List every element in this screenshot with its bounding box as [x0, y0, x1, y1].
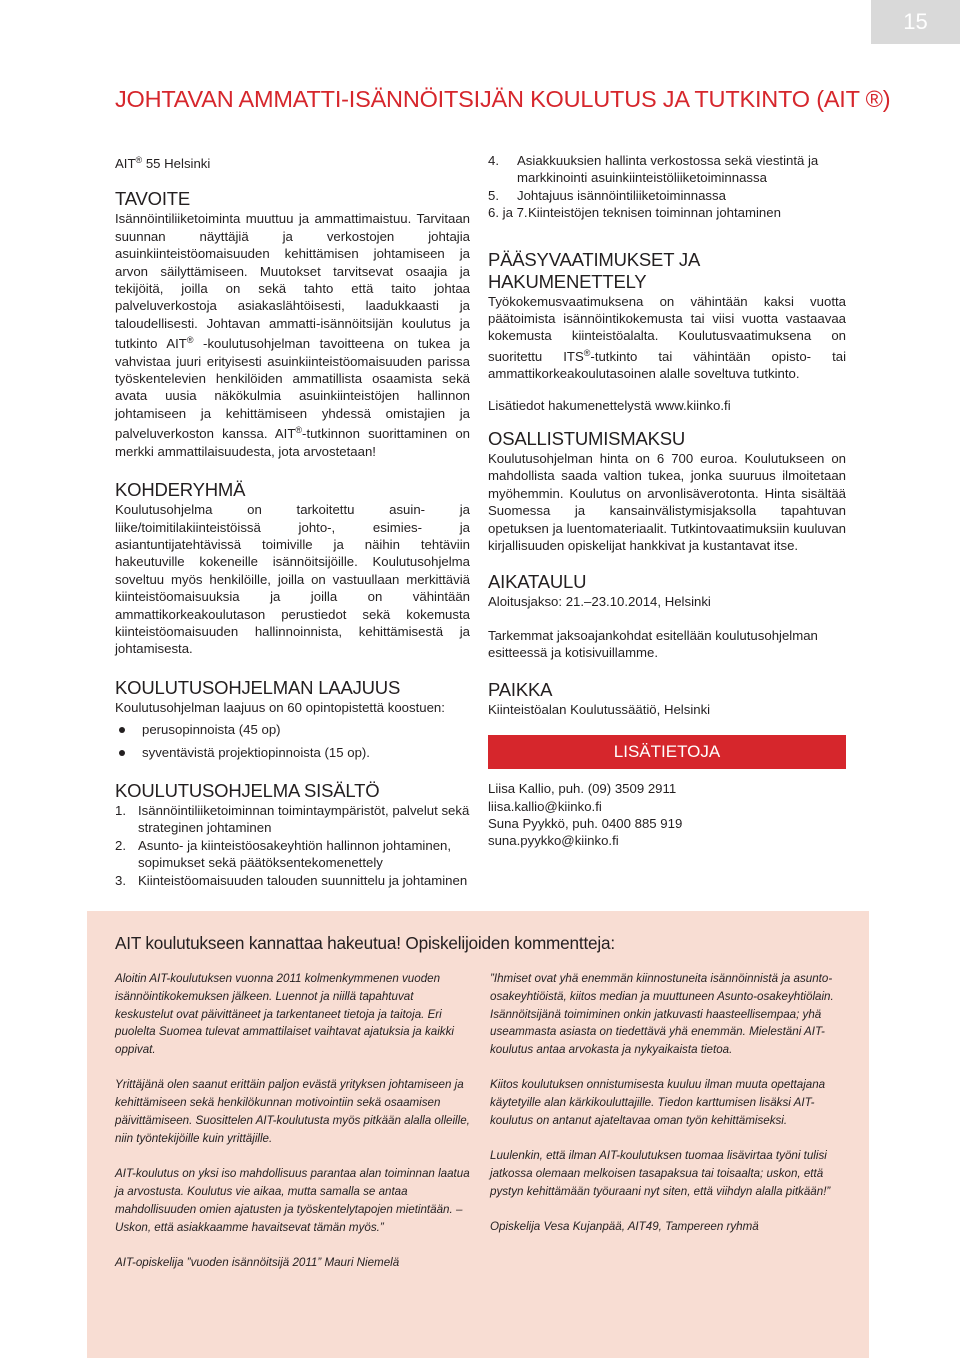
target-group-heading: KOHDERYHMÄ	[115, 479, 246, 501]
list-item: 3. Kiinteistöomaisuuden talouden suunnittelu ja johtaminen	[115, 872, 468, 888]
contents-heading: KOULUTUSOHJELMA SISÄLTÖ	[115, 779, 380, 801]
testimonial-quote: AIT-koulutus on yksi iso mahdollisuus parantaa alan toiminnan laatua ja arvostusta. Koulutus vie aikaa, mutta samalla se antaa mahdollisuuden omien ajatusten ja työskentelytapojen mietintään. – Uskon, että asiakkaamme havaitsevat tämän myös.”	[115, 1167, 470, 1234]
contact-email[interactable]: liisa.kallio@kiinko.fi	[488, 798, 602, 814]
scope-list	[115, 721, 470, 761]
admission-heading: PÄÄSYVAATIMUKSET JA HAKUMENETTELY	[488, 248, 700, 292]
list-item: 2. Asunto- ja kiinteistöosakeyhtiön hallinnon johtaminen, sopimukset sekä päätöksentekomenettely	[115, 837, 452, 871]
schedule-heading: AIKATAULU	[488, 570, 587, 592]
testimonial-quote: ”Ihmiset ovat yhä enemmän kiinnostuneita isännöinnistä ja asunto-osakeyhtiöistä, kiitos median ja muuttuneen Asunto-osakeyhtiölain. Isännöitsijänä toimiminen onkin jatkuvasti haasteellisempaa; yhä useammasta asiasta on tiedettävä yhä enemmän. Mielestäni AIT-koulutus antaa arvokasta ja nykyaikaista tietoa.	[490, 972, 834, 1057]
contact-line: Liisa Kallio, puh. (09) 3509 2911	[488, 781, 677, 797]
list-item: 1. Isännöintiliiketoiminnan toimintaympäristöt, palvelut sekä strateginen johtaminen	[115, 802, 470, 836]
page-title: JOHTAVAN AMMATTI-ISÄNNÖITSIJÄN KOULUTUS JA TUTKINTO (AIT ®)	[115, 86, 891, 112]
program-name: AIT® 55 Helsinki	[115, 155, 211, 171]
testimonial-author: AIT-opiskelija ”vuoden isännöitsijä 2011” Mauri Niemelä	[115, 1255, 400, 1269]
page-number: 15	[871, 0, 960, 44]
fee-heading: OSALLISTUMISMAKSU	[488, 428, 686, 450]
testimonial-quote: Kiitos koulutuksen onnistumisesta kuuluu ilman muuta opettajana käytetyille alan kärkikouluttajille. Tiedon karttumisen lisäksi AIT-koulutus on antanut ajateltavaa oman työn kehittämiseksi.	[490, 1078, 826, 1128]
place-text: Kiinteistöalan Koulutussäätiö, Helsinki	[488, 701, 711, 717]
admission-text: Työkokemusvaatimuksena on vähintään kaksi vuotta päätoimista isännöintikokemusta tai viisi vuotta vastaavaa kokemusta kiinteistöalalta. Koulutusvaatimuksena on suoritettu ITS®-tutkinto tai vähintään opisto- tai ammattikorkeakoulutasoinen alalle soveltuva tutkinto.	[488, 293, 846, 382]
admission-more-info: Lisätiedot hakumenettelystä www.kiinko.fi	[488, 397, 731, 413]
scope-intro: Koulutusohjelman laajuus on 60 opintopistettä koostuen:	[115, 699, 445, 715]
list-item: syventävistä projektiopinnoista (15 op).	[115, 744, 470, 761]
list-item: perusopinnoista (45 op)	[115, 721, 470, 738]
scope-heading: KOULUTUSOHJELMAN LAAJUUS	[115, 676, 401, 698]
more-info-button[interactable]: LISÄTIETOJA	[488, 735, 846, 769]
place-heading: PAIKKA	[488, 678, 553, 700]
testimonial-quote: Luulenkin, että ilman AIT-koulutuksen tuomaa lisävirtaa työni tulisi jatkossa olemaan melkoisen tasapaksua tai toisaalta; uskon, että pystyn kehittämään työuraani nyt siten, että viihdyn alalla pitkään!”	[490, 1149, 831, 1198]
fee-text: Koulutusohjelman hinta on 6 700 euroa. Koulutukseen on mahdollista saada valtion tukea, jonka suuruus ilmoitetaan myöhemmin. Koulutus on arvonlisäverotonta. Hinta sisältää Suomessa ja kansainvälistymisjaksolla tapahtuvan opetuksen ja luentomateriaalit. Tutkintovaatimuksiin kuuluvan kirjallisuuden opiskelijat hankkivat ja kustantavat itse.	[488, 451, 846, 554]
goals-heading: TAVOITE	[115, 188, 191, 210]
list-item: 5. Johtajuus isännöintiliiketoiminnassa	[488, 187, 726, 203]
schedule-start: Aloitusjakso: 21.–23.10.2014, Helsinki	[488, 593, 711, 609]
testimonials-right	[490, 970, 850, 1254]
schedule-note: Tarkemmat jaksoajankohdat esitellään koulutusohjelman esitteessä ja kotisivuillamme.	[488, 627, 818, 661]
testimonials-left	[115, 970, 473, 1289]
right-column	[488, 152, 846, 850]
contents-list-continued	[488, 152, 846, 222]
testimonials-box	[87, 911, 869, 1358]
contact-email[interactable]: suna.pyykko@kiinko.fi	[488, 833, 619, 849]
list-item: 4. Asiakkuuksien hallinta verkostossa sekä viestintä ja markkinointi asuinkiinteistöliiketoiminnassa	[488, 153, 819, 186]
target-group-text: Koulutusohjelma on tarkoitettu asuin- ja liike/toimitilakiinteistöissä johto-, esimies- ja asiantuntijatehtävissä toimiville ja näihin tehtäviin hakeutuville kokeneille isännöitsijöille. Koulutusohjelma soveltuu myös henkilöille, joilla on vastuullaan merkittäviä kiinteistöomaisuuksia ja joilla on vähintään ammattikorkeakoulutason perustiedot sekä kokemusta kiinteistöomaisuuden hallinnoinnista, kehittämisestä ja johtamisesta.	[115, 502, 470, 657]
contents-list	[115, 802, 470, 889]
testimonials-title: AIT koulutukseen kannattaa hakeutua! Opiskelijoiden kommentteja:	[115, 933, 615, 953]
testimonial-author: Opiskelija Vesa Kujanpää, AIT49, Tampereen ryhmä	[490, 1220, 759, 1234]
testimonial-quote: Aloitin AIT-koulutuksen vuonna 2011 kolmenkymmenen vuoden isännöintikokemuksen jälkeen. Luennot ja niillä tapahtuvat keskustelut ovat päivittäneet ja tarkentaneet tietoja ja taitoja. Eri puolelta Suomea tulevat ammattilaiset vaihtavat ajatuksia ja kaikki oppivat.	[115, 972, 454, 1057]
goals-text: Isännöintiliiketoiminta muuttuu ja ammattimaistuu. Tarvitaan suunnan näyttäjiä ja verkostojen johtajia asuinkiinteistöomaisuuden kehittämisen johtamiseen ja arvon säilyttämiseen. Muutokset tarvitsevat osaajia ja tekijöitä, joilla on sekä tahto että taito johtaa palveluverkostoja asiakaslähtöisesti, laadukkaasti ja taloudellisesti. Johtavan ammatti-isännöitsijän koulutus ja tutkinto AIT® -koulutusohjelman tavoitteena on tukea ja vahvistaa juuri erityisesti asuinkiinteistöomaisuuden parissa työskentelevien henkilöiden ammatillista osaamista sekä avata uusia näkökulmia asuinkiinteistöjen hallinnon johtamiseen ja kehittämiseen yhdessä omistajien ja palveluverkoston kanssa. AIT®-tutkinnon suorittaminen on merkki ammattilaisuudesta, jota arvostetaan!	[115, 211, 470, 459]
contact-line: Suna Pyykkö, puh. 0400 885 919	[488, 815, 683, 831]
testimonial-quote: Yrittäjänä olen saanut erittäin paljon evästä yrityksen johtamiseen ja kehittämiseen sekä henkilökunnan motivointiin sekä osaamisen päivittämiseen. Suosittelen AIT-koulutusta myös pitkään alalla olleille, niin työntekijöille kuin yrittäjille.	[115, 1078, 470, 1145]
list-item: 6. ja 7. Kiinteistöjen teknisen toiminnan johtaminen	[488, 205, 781, 221]
left-column	[115, 152, 470, 889]
